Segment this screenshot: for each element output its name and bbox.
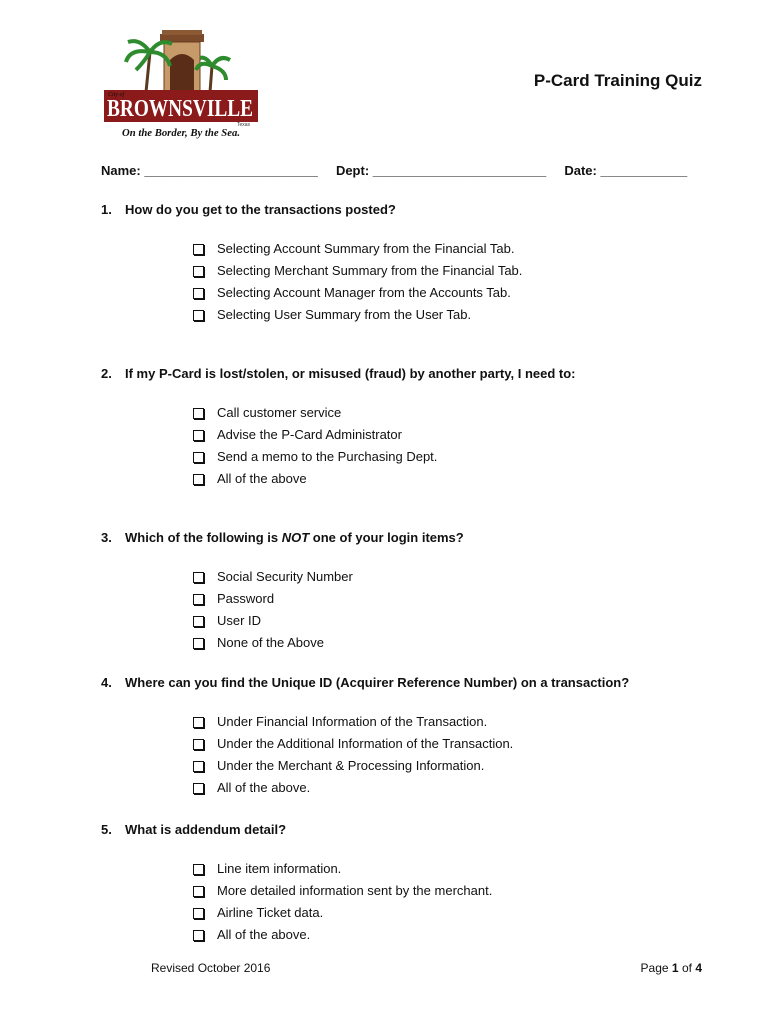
- question-text: Where can you find the Unique ID (Acquirer Reference Number) on a transaction?: [125, 675, 630, 690]
- option-label: Selecting Merchant Summary from the Financial Tab.: [217, 263, 523, 278]
- question-number: 5.: [101, 822, 112, 837]
- question-5-options: [193, 858, 492, 946]
- option-label: Selecting User Summary from the User Tab.: [217, 307, 472, 322]
- checkbox-icon[interactable]: [193, 717, 204, 728]
- option[interactable]: [193, 880, 492, 902]
- logo-city-of: City of: [108, 92, 125, 98]
- option[interactable]: [193, 282, 522, 304]
- option-label: User ID: [217, 613, 262, 628]
- date-field[interactable]: Date: ____________: [564, 163, 688, 178]
- question-emphasis: NOT: [281, 530, 310, 545]
- checkbox-icon[interactable]: [193, 930, 204, 941]
- question-number: 2.: [101, 366, 112, 381]
- checkbox-icon[interactable]: [193, 761, 204, 772]
- logo-tagline: On the Border, By the Sea.: [122, 128, 240, 139]
- page-word: Page: [640, 961, 669, 975]
- of-word: of: [681, 961, 692, 975]
- option-label: Advise the P-Card Administrator: [217, 427, 402, 442]
- option-label: More detailed information sent by the merchant.: [217, 883, 493, 898]
- question-2: [101, 366, 701, 381]
- page-title: P-Card Training Quiz: [533, 71, 702, 90]
- option[interactable]: [193, 468, 437, 490]
- option[interactable]: [193, 446, 437, 468]
- question-1-options: [193, 238, 522, 326]
- option-label: Send a memo to the Purchasing Dept.: [217, 449, 438, 464]
- checkbox-icon[interactable]: [193, 572, 204, 583]
- checkbox-icon[interactable]: [193, 288, 204, 299]
- checkbox-icon[interactable]: [193, 430, 204, 441]
- question-number: 1.: [101, 202, 112, 217]
- checkbox-icon[interactable]: [193, 616, 204, 627]
- option[interactable]: [193, 610, 353, 632]
- question-5: [101, 822, 701, 837]
- option-label: All of the above: [217, 471, 307, 486]
- checkbox-icon[interactable]: [193, 739, 204, 750]
- option[interactable]: [193, 902, 492, 924]
- question-text-after: one of your login items?: [309, 530, 464, 545]
- option-label: Selecting Account Summary from the Financial Tab.: [217, 241, 515, 256]
- option[interactable]: [193, 566, 353, 588]
- question-3: [101, 530, 701, 545]
- question-1: [101, 202, 701, 217]
- page-total: 4: [695, 961, 702, 975]
- page-current: 1: [671, 961, 679, 975]
- revised-date: Revised October 2016: [151, 961, 271, 975]
- checkbox-icon[interactable]: [193, 594, 204, 605]
- question-text-before: Which of the following is: [125, 530, 282, 545]
- option-label: Under the Additional Information of the Transaction.: [217, 736, 514, 751]
- option-label: Under the Merchant & Processing Information.: [217, 758, 485, 773]
- checkbox-icon[interactable]: [193, 886, 204, 897]
- option[interactable]: [193, 402, 437, 424]
- logo-name: BROWNSVILLE: [107, 96, 253, 122]
- option[interactable]: [193, 733, 513, 755]
- option[interactable]: [193, 858, 492, 880]
- info-line: [101, 163, 701, 178]
- option[interactable]: [193, 304, 522, 326]
- checkbox-icon[interactable]: [193, 452, 204, 463]
- checkbox-icon[interactable]: [193, 783, 204, 794]
- option-label: Under Financial Information of the Transaction.: [217, 714, 488, 729]
- checkbox-icon[interactable]: [193, 310, 204, 321]
- option-label: Line item information.: [217, 861, 342, 876]
- option-label: All of the above.: [217, 927, 311, 942]
- option-label: Password: [217, 591, 275, 606]
- question-text: If my P-Card is lost/stolen, or misused (fraud) by another party, I need to:: [125, 366, 576, 381]
- option-label: Call customer service: [217, 405, 342, 420]
- option[interactable]: [193, 588, 353, 610]
- checkbox-icon[interactable]: [193, 638, 204, 649]
- option[interactable]: [193, 424, 437, 446]
- question-text: What is addendum detail?: [125, 822, 287, 837]
- checkbox-icon[interactable]: [193, 408, 204, 419]
- option[interactable]: [193, 238, 522, 260]
- checkbox-icon[interactable]: [193, 474, 204, 485]
- option[interactable]: [193, 260, 522, 282]
- checkbox-icon[interactable]: [193, 864, 204, 875]
- question-number: 4.: [101, 675, 112, 690]
- checkbox-icon[interactable]: [193, 266, 204, 277]
- question-4: [101, 675, 701, 690]
- option-label: Social Security Number: [217, 569, 353, 584]
- option[interactable]: [193, 777, 513, 799]
- option-label: Selecting Account Manager from the Accounts Tab.: [217, 285, 511, 300]
- option[interactable]: [193, 755, 513, 777]
- option-label: Airline Ticket data.: [217, 905, 324, 920]
- dept-field[interactable]: Dept: ________________________: [335, 163, 547, 178]
- option[interactable]: [193, 924, 492, 946]
- question-number: 3.: [101, 530, 112, 545]
- question-3-options: [193, 566, 353, 654]
- option[interactable]: [193, 711, 513, 733]
- option[interactable]: [193, 632, 353, 654]
- checkbox-icon[interactable]: [193, 908, 204, 919]
- question-4-options: [193, 711, 513, 799]
- question-text: How do you get to the transactions posted?: [125, 202, 396, 217]
- city-logo: [100, 30, 262, 142]
- question-2-options: [193, 402, 437, 490]
- page-number: [641, 961, 702, 975]
- name-field[interactable]: Name: ________________________: [101, 163, 318, 178]
- checkbox-icon[interactable]: [193, 244, 204, 255]
- option-label: All of the above.: [217, 780, 311, 795]
- option-label: None of the Above: [217, 635, 324, 650]
- logo-state: Texas: [236, 122, 250, 128]
